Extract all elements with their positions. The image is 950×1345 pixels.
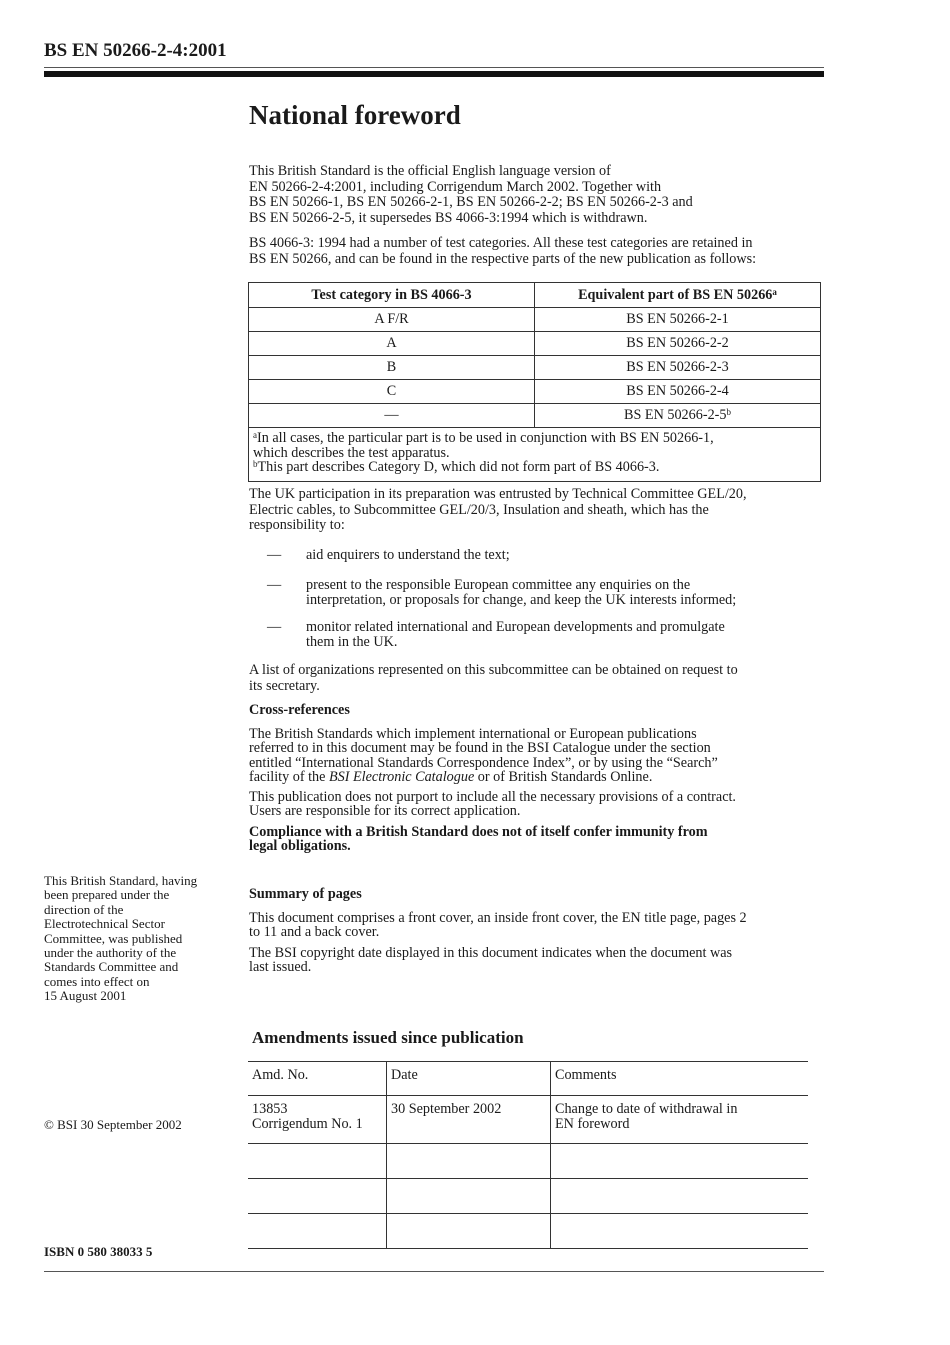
text-line: This British Standard is the official English language version of xyxy=(249,163,611,179)
column-header: Comments xyxy=(551,1062,809,1096)
text-line: responsibility to: xyxy=(249,517,345,533)
copyright-notice: © BSI 30 September 2002 xyxy=(44,1117,182,1132)
summary-heading: Summary of pages xyxy=(249,886,362,902)
column-header: Equivalent part of BS EN 50266$^a$ xyxy=(535,283,821,308)
column-header: Test category in BS 4066-3 xyxy=(249,283,535,308)
footnote-a-continued: which describes the test apparatus. xyxy=(253,444,450,461)
cross-references-paragraph-1: The British Standards which implement international or European publications referred to in this document may be found in the BSI Catalogue under the section entitled “International Standards Correspondence Index”, or by using the “Search” facility of the BSI Electronic Catalogue or of British Standards Online. xyxy=(249,726,718,786)
table-cell: Change to date of withdrawal in EN foreword xyxy=(551,1096,809,1144)
page-title: National foreword xyxy=(249,100,461,130)
text-line: BS EN 50266-1, BS EN 50266-2-1, BS EN 50266-2-2; BS EN 50266-2-3 and xyxy=(249,194,693,210)
cross-references-heading: Cross-references xyxy=(249,702,350,718)
bullet-dash: — xyxy=(267,547,282,563)
footnote-b: $^b$This part describes Category D, which did not form part of BS 4066-3. xyxy=(253,459,660,475)
text-line: A list of organizations represented on this subcommittee can be obtained on request to xyxy=(249,662,738,678)
text-line: EN 50266-2-4:2001, including Corrigendum March 2002. Together with xyxy=(249,178,662,195)
table-header-row xyxy=(249,283,821,308)
footnote-a: $^a$In all cases, the particular part is to be used in conjunction with BS EN 50266-1, xyxy=(253,430,714,446)
table-cell: BS EN 50266-2-2 xyxy=(535,332,821,356)
bullet-item: monitor related international and European developments and promulgate them in the UK. xyxy=(306,619,725,650)
table-cell: BS EN 50266-2-5$^b$ xyxy=(535,404,821,428)
table-cell: 30 September 2002 xyxy=(387,1096,551,1144)
amendments-table xyxy=(248,1061,808,1249)
intro-paragraph-1 xyxy=(249,164,829,226)
bullet-dash: — xyxy=(267,577,282,593)
isbn: ISBN 0 580 38033 5 xyxy=(44,1244,153,1259)
equivalence-table xyxy=(248,282,821,482)
table-row xyxy=(248,1096,808,1144)
bullet-dash: — xyxy=(267,619,282,635)
table-cell: BS EN 50266-2-1 xyxy=(535,308,821,332)
table-notes-row xyxy=(249,428,821,482)
participation-paragraph xyxy=(249,487,829,534)
table-row xyxy=(249,308,821,332)
amendments-title: Amendments issued since publication xyxy=(252,1028,524,1047)
header-rule-thin xyxy=(44,67,824,68)
cross-references-paragraph-2: This publication does not purport to include all the necessary provisions of a contract. Users are responsible for its correct application. xyxy=(249,789,736,820)
text-line: Electric cables, to Subcommittee GEL/20/3, Insulation and sheath, which has the xyxy=(249,501,709,518)
text-line: The UK participation in its preparation was entrusted by Technical Committee GEL/20, xyxy=(249,486,747,502)
table-header-row xyxy=(248,1062,808,1096)
table-row xyxy=(248,1179,808,1214)
intro-paragraph-2 xyxy=(249,236,829,267)
table-row xyxy=(249,332,821,356)
table-notes xyxy=(249,428,821,482)
table-cell: 13853 Corrigendum No. 1 xyxy=(248,1096,387,1144)
bullet-item: present to the responsible European committee any enquiries on the interpretation, or proposals for change, and keep the UK interests informed; xyxy=(306,577,737,608)
catalogue-title: BSI Electronic Catalogue xyxy=(328,769,475,786)
text-line: its secretary. xyxy=(249,677,320,694)
footer-rule xyxy=(44,1271,824,1272)
table-cell: BS EN 50266-2-4 xyxy=(535,380,821,404)
sidebar-publication-note: This British Standard, having been prepared under the direction of the Electrotechnical Sector Committee, was published under the authority of the Standards Committee and comes into effect on 15 August 2001 xyxy=(44,873,198,1004)
table-row xyxy=(248,1144,808,1179)
table-cell: B xyxy=(249,356,535,380)
footnote-marker: b xyxy=(726,407,731,417)
header-rule-thick xyxy=(44,71,824,77)
table-cell: A xyxy=(249,332,535,356)
text-line: BS 4066-3: 1994 had a number of test categories. All these test categories are retained in xyxy=(249,235,753,251)
table-row xyxy=(249,380,821,404)
table-cell: — xyxy=(249,404,535,428)
document-id: BS EN 50266-2-4:2001 xyxy=(44,40,227,61)
table-cell: BS EN 50266-2-3 xyxy=(535,356,821,380)
column-header: Date xyxy=(387,1062,551,1096)
table-cell: A F/R xyxy=(249,308,535,332)
footnote-marker: a xyxy=(772,286,777,297)
column-header: Amd. No. xyxy=(248,1062,387,1096)
text-line: BS EN 50266, and can be found in the respective parts of the new publication as follows: xyxy=(249,250,757,267)
summary-paragraph-1: This document comprises a front cover, an inside front cover, the EN title page, pages 2 to 11 and a back cover. xyxy=(249,910,747,941)
compliance-notice: Compliance with a British Standard does not of itself confer immunity from legal obligations. xyxy=(249,824,708,855)
table-cell: C xyxy=(249,380,535,404)
table-row xyxy=(248,1214,808,1249)
organizations-paragraph xyxy=(249,663,829,694)
bullet-item: aid enquirers to understand the text; xyxy=(306,547,510,563)
table-row xyxy=(249,404,821,428)
summary-paragraph-2: The BSI copyright date displayed in this document indicates when the document was last issued. xyxy=(249,945,733,976)
text-line: BS EN 50266-2-5, it supersedes BS 4066-3:1994 which is withdrawn. xyxy=(249,209,648,226)
table-row xyxy=(249,356,821,380)
